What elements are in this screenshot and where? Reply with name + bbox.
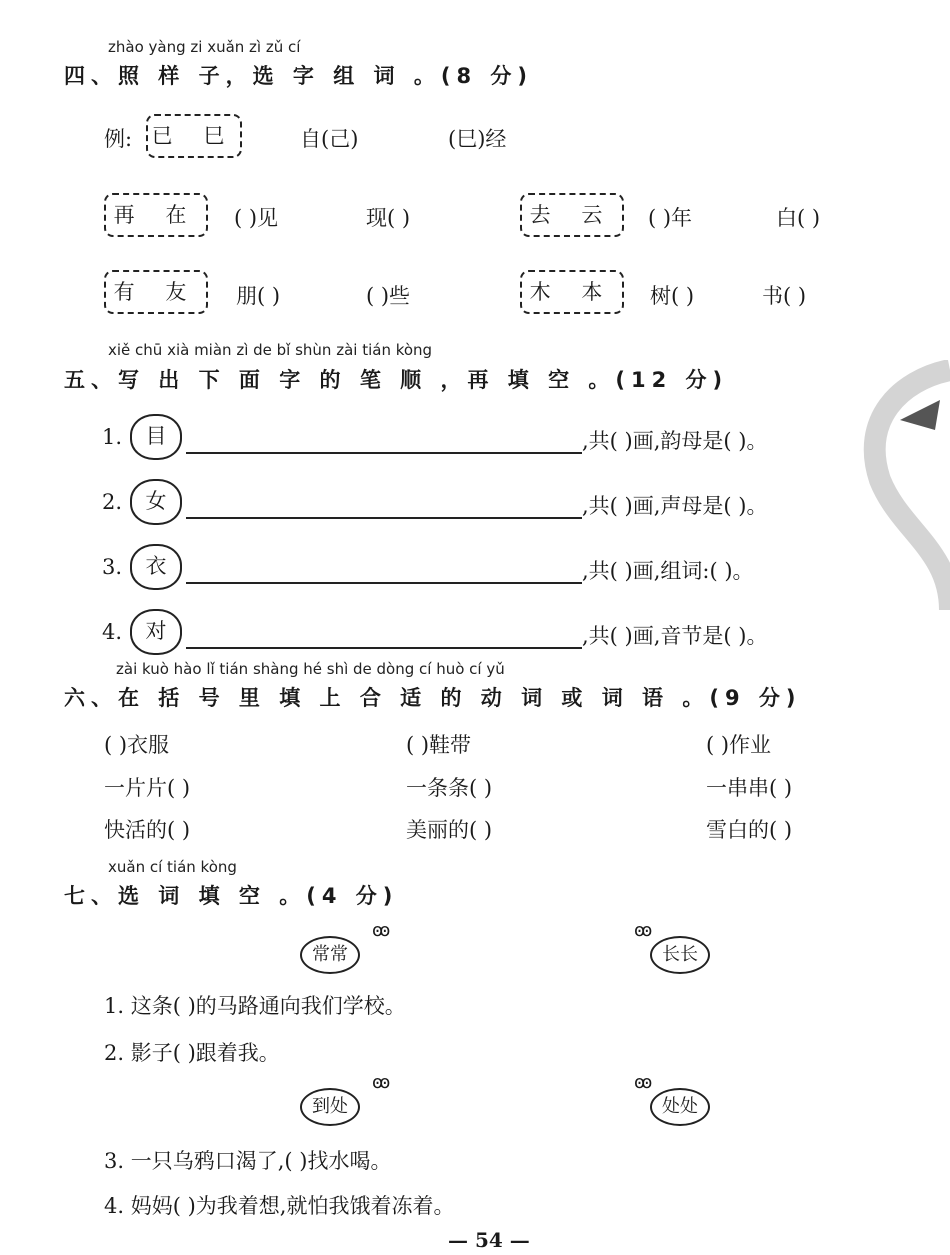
sentence[interactable]: 2. 影子( )跟着我。 <box>104 1041 280 1065</box>
stroke-order-line[interactable] <box>186 517 582 519</box>
fill-item[interactable]: 一串串( ) <box>706 776 793 800</box>
char-box: 去 云 <box>520 193 624 237</box>
item-tail[interactable]: ,共( )画,声母是( )。 <box>582 494 768 518</box>
example-item-2: (巳)经 <box>448 127 507 151</box>
fill-blank[interactable]: 朋( ) <box>236 284 281 308</box>
char-box: 再 在 <box>104 193 208 237</box>
fill-item[interactable]: 一条条( ) <box>406 776 493 800</box>
stroke-order-line[interactable] <box>186 647 582 649</box>
item-number: 4. <box>102 620 123 644</box>
example-item-1: 自(己) <box>300 127 359 151</box>
item-number: 3. <box>102 555 123 579</box>
fill-blank[interactable]: 现( ) <box>366 206 411 230</box>
flower-char-icon: 目 <box>130 414 182 460</box>
fill-item[interactable]: 美丽的( ) <box>406 818 493 842</box>
snail-word-option[interactable]: 到处 <box>300 1088 360 1126</box>
fill-item[interactable]: ( )鞋带 <box>406 733 472 757</box>
fill-item[interactable]: ( )作业 <box>706 733 772 757</box>
sentence[interactable]: 3. 一只乌鸦口渴了,( )找水喝。 <box>104 1149 392 1173</box>
sec4-title: 四、照 样 子，选 字 组 词 。(8 分) <box>64 64 533 88</box>
sec7-pinyin: xuǎn cí tián kòng <box>108 858 237 876</box>
fill-item[interactable]: ( )衣服 <box>104 733 170 757</box>
snail-antenna-icon: ꙭ <box>372 920 391 941</box>
decorative-swoosh <box>840 360 950 620</box>
char-box: 有 友 <box>104 270 208 314</box>
flower-char-icon: 衣 <box>130 544 182 590</box>
sentence[interactable]: 1. 这条( )的马路通向我们学校。 <box>104 994 406 1018</box>
sec6-title: 六、在 括 号 里 填 上 合 适 的 动 词 或 词 语 。(9 分) <box>64 686 802 710</box>
stroke-order-line[interactable] <box>186 582 582 584</box>
item-tail[interactable]: ,共( )画,音节是( )。 <box>582 624 768 648</box>
fill-item[interactable]: 雪白的( ) <box>706 818 793 842</box>
stroke-order-line[interactable] <box>186 452 582 454</box>
sec4-pinyin: zhào yàng zi xuǎn zì zǔ cí <box>108 38 301 56</box>
item-tail[interactable]: ,共( )画,韵母是( )。 <box>582 429 768 453</box>
sec7-title: 七、选 词 填 空 。(4 分) <box>64 884 399 908</box>
flower-char-icon: 女 <box>130 479 182 525</box>
fill-blank[interactable]: 树( ) <box>650 284 695 308</box>
sec5-pinyin: xiě chū xià miàn zì de bǐ shùn zài tián kòng <box>108 341 433 359</box>
snail-word-option[interactable]: 常常 <box>300 936 360 974</box>
fill-blank[interactable]: ( )些 <box>366 284 411 308</box>
item-number: 2. <box>102 490 123 514</box>
example-char-box: 已 巳 <box>146 114 242 158</box>
page-number: — 54 — <box>448 1228 530 1252</box>
snail-antenna-icon: ꙭ <box>634 920 653 941</box>
snail-antenna-icon: ꙭ <box>372 1072 391 1093</box>
sec6-pinyin: zài kuò hào lǐ tián shàng hé shì de dòng cí huò cí yǔ <box>116 660 505 678</box>
char-box: 木 本 <box>520 270 624 314</box>
example-label: 例: <box>104 127 133 151</box>
sec5-title: 五、写 出 下 面 字 的 笔 顺 ，再 填 空 。(12 分) <box>64 368 729 392</box>
fill-blank[interactable]: ( )见 <box>234 206 279 230</box>
item-number: 1. <box>102 425 123 449</box>
snail-word-option[interactable]: 处处 <box>650 1088 710 1126</box>
fill-item[interactable]: 快活的( ) <box>104 818 191 842</box>
snail-antenna-icon: ꙭ <box>634 1072 653 1093</box>
flower-char-icon: 对 <box>130 609 182 655</box>
fill-blank[interactable]: ( )年 <box>648 206 693 230</box>
fill-blank[interactable]: 白( ) <box>776 206 821 230</box>
snail-word-option[interactable]: 长长 <box>650 936 710 974</box>
item-tail[interactable]: ,共( )画,组词:( )。 <box>582 559 754 583</box>
sentence[interactable]: 4. 妈妈( )为我着想,就怕我饿着冻着。 <box>104 1194 455 1218</box>
fill-blank[interactable]: 书( ) <box>762 284 807 308</box>
fill-item[interactable]: 一片片( ) <box>104 776 191 800</box>
